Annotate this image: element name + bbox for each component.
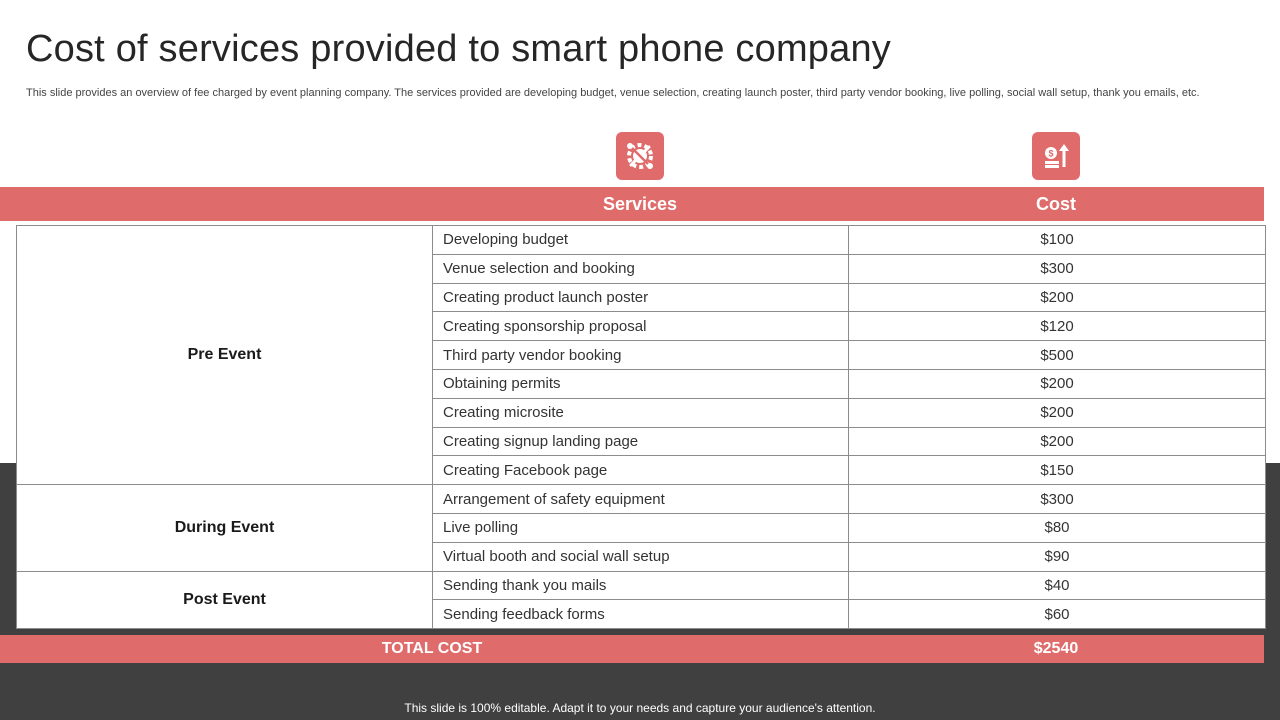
total-cost-bar [0,635,1264,663]
cost-cell: $200 [849,398,1266,427]
cost-column-header: Cost [1036,194,1076,214]
service-cell: Venue selection and booking [433,254,849,283]
group-label-during-event: During Event [17,485,433,571]
service-cell: Arrangement of safety equipment [433,485,849,514]
footer-note: This slide is 100% editable. Adapt it to your needs and capture your audience's attention. [404,701,876,715]
table-header-bar [0,187,1264,221]
cost-cell: $200 [849,427,1266,456]
service-cell: Obtaining permits [433,369,849,398]
service-cell: Creating Facebook page [433,456,849,485]
cost-cell: $40 [849,571,1266,600]
group-label-pre-event: Pre Event [17,226,433,485]
slide-subtitle: This slide provides an overview of fee charged by event planning company. The services provided are developing budget, venue selection, creating launch poster, third party vendor booking, live polling, social wall setup, thank you emails, etc. [26,87,1200,99]
service-cell: Third party vendor booking [433,341,849,370]
cost-cell: $80 [849,513,1266,542]
total-cost-value: $2540 [1033,640,1079,657]
slide-title: Cost of services provided to smart phone company [26,28,892,70]
cost-cell: $300 [849,485,1266,514]
table-row [17,485,1266,514]
services-cost-table [16,225,1266,629]
svg-text:$: $ [1048,148,1054,159]
cost-cell: $300 [849,254,1266,283]
cost-cell: $200 [849,283,1266,312]
cost-cell: $150 [849,456,1266,485]
cost-cell: $120 [849,312,1266,341]
service-cell: Virtual booth and social wall setup [433,542,849,571]
table-row [17,571,1266,600]
money-growth-icon [1032,132,1080,180]
table-row [17,226,1266,255]
service-cell: Sending feedback forms [433,600,849,629]
cost-cell: $90 [849,542,1266,571]
cost-cell: $100 [849,226,1266,255]
tools-gear-icon [616,132,664,180]
service-cell: Creating sponsorship proposal [433,312,849,341]
service-cell: Sending thank you mails [433,571,849,600]
cost-cell: $500 [849,341,1266,370]
service-cell: Live polling [433,513,849,542]
total-cost-label: TOTAL COST [381,640,483,657]
cost-cell: $200 [849,369,1266,398]
group-label-post-event: Post Event [17,571,433,629]
service-cell: Creating product launch poster [433,283,849,312]
service-cell: Creating signup landing page [433,427,849,456]
cost-cell: $60 [849,600,1266,629]
service-cell: Creating microsite [433,398,849,427]
services-column-header: Services [602,194,678,214]
service-cell: Developing budget [433,226,849,255]
